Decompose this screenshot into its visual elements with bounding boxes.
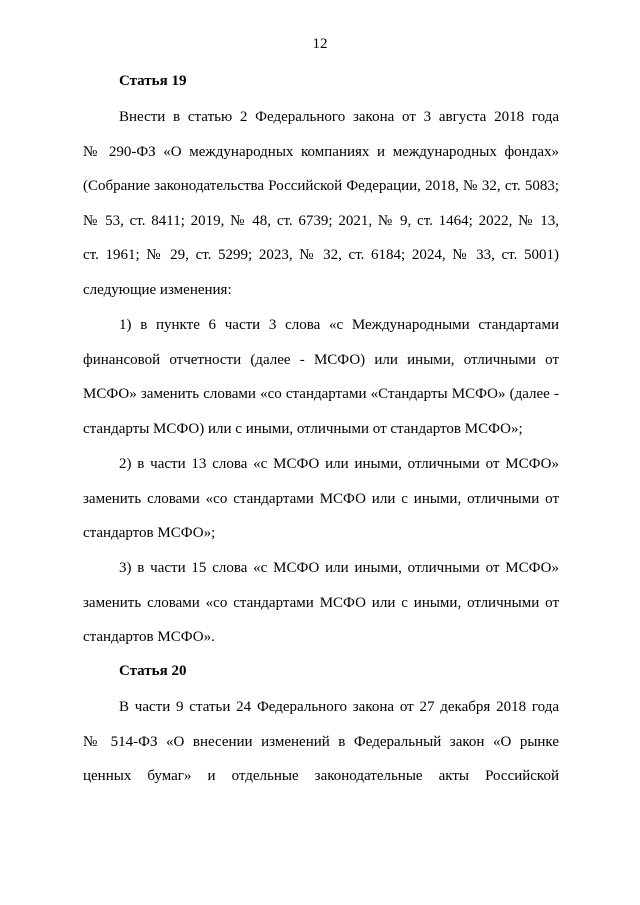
text-line: стандартов МСФО»;	[83, 525, 216, 542]
text-line: следующие изменения:	[83, 281, 232, 298]
text-line: финансовой отчетности (далее - МСФО) или иными, отличными от	[83, 351, 559, 368]
page-number: 12	[312, 36, 328, 52]
text-line: В части 9 статьи 24 Федерального закона от 27 декабря 2018 года	[119, 699, 559, 715]
article-20-heading: Статья 20	[119, 663, 187, 679]
text-line: 3) в части 15 слова «с МСФО или иными, отличными от МСФО»	[119, 560, 559, 576]
text-line: заменить словами «со стандартами МСФО или с иными, отличными от	[83, 490, 559, 507]
article-19-item-1	[83, 308, 559, 446]
text-line: ценных бумаг» и отдельные законодательные акты Российской	[83, 768, 559, 785]
text-line: № 514-ФЗ «О внесении изменений в Федеральный закон «О рынке	[83, 733, 559, 750]
article-19-heading: Статья 19	[119, 73, 187, 89]
text-line: МСФО» заменить словами «со стандартами «Стандарты МСФО» (далее -	[83, 386, 559, 403]
text-line: (Собрание законодательства Российской Федерации, 2018, № 32, ст. 5083;	[83, 178, 559, 195]
article-20-intro	[83, 690, 559, 794]
text-line: заменить словами «со стандартами МСФО или с иными, отличными от	[83, 594, 559, 611]
text-line: 2) в части 13 слова «с МСФО или иными, отличными от МСФО»	[119, 456, 559, 472]
text-line: № 290-ФЗ «О международных компаниях и международных фондах»	[83, 143, 559, 160]
article-19-item-3	[83, 551, 559, 655]
text-line: стандарты МСФО) или с иными, отличными от стандартов МСФО»;	[83, 420, 523, 437]
text-line: стандартов МСФО».	[83, 629, 215, 646]
article-19-item-2	[83, 447, 559, 551]
text-line: № 53, ст. 8411; 2019, № 48, ст. 6739; 2021, № 9, ст. 1464; 2022, № 13,	[83, 212, 559, 229]
article-19-intro	[83, 100, 559, 308]
text-line: ст. 1961; № 29, ст. 5299; 2023, № 32, ст. 6184; 2024, № 33, ст. 5001)	[83, 247, 559, 264]
text-line: 1) в пункте 6 части 3 слова «с Международными стандартами	[119, 317, 559, 333]
text-line: Внести в статью 2 Федерального закона от 3 августа 2018 года	[119, 109, 559, 125]
